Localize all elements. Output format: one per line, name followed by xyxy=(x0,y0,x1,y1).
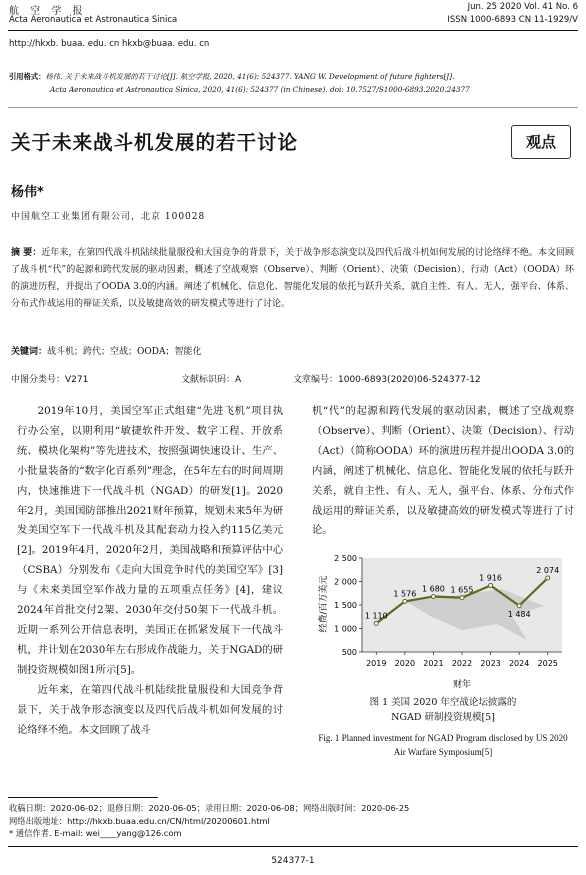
header-rule xyxy=(8,30,578,31)
caption-cn-line2: NGAD 研制投资规模[5] xyxy=(391,712,495,723)
caption-cn-line1: 图 1 美国 2020 年空战论坛披露的 xyxy=(369,697,517,708)
data-point xyxy=(517,604,521,608)
document-code: 文献标识码：A xyxy=(181,375,242,385)
article-number: 文章编号：1000-6893(2020)06-524377-12 xyxy=(293,375,481,385)
x-axis-label: 财年 xyxy=(452,680,472,690)
citation-label: 引用格式： xyxy=(9,72,46,81)
y-tick-label: 1 500 xyxy=(334,601,357,610)
data-point xyxy=(460,596,464,600)
body-left-column xyxy=(17,402,283,740)
x-tick-label: 2023 xyxy=(480,659,501,668)
keywords-text: 战斗机；跨代；空战；OODA；智能化 xyxy=(47,347,202,357)
data-label: 1 680 xyxy=(421,584,445,594)
page-title: 关于未来战斗机发展的若干讨论 xyxy=(11,131,299,154)
journal-name-en: Acta Aeronautica et Astronautica Sinica xyxy=(9,15,178,25)
figure-caption-en: Fig. 1 Planned investment for NGAD Program disclosed by US 2020 Air Warfare Symposium[5] xyxy=(318,733,568,757)
page-number: 524377-1 xyxy=(271,856,315,866)
investment-chart xyxy=(312,544,574,696)
issn-info: ISSN 1000-6893 CN 11-1929/V xyxy=(447,15,578,25)
citation-en: Acta Aeronautica et Astronautica Sinica, 2020, 41(6): 524377 (in Chinese). doi: 10.7527/S1000-6893.2020.24377 xyxy=(50,85,470,94)
author-name: 杨伟* xyxy=(11,185,44,200)
data-label: 1 484 xyxy=(507,609,531,619)
clc-number: 中图分类号：V271 xyxy=(11,375,89,385)
data-label: 1 110 xyxy=(364,611,388,621)
y-tick-label: 2 500 xyxy=(334,554,357,563)
x-tick-label: 2019 xyxy=(366,659,387,668)
citation-block xyxy=(9,70,575,96)
citation-cn: 杨伟. 关于未来战斗机发展的若干讨论[J]. 航空学报, 2020, 41(6): 524377. YANG W. Development of future fighters[J]. xyxy=(45,72,455,81)
affiliation: 中国航空工业集团有限公司，北京 100028 xyxy=(11,212,206,222)
keywords xyxy=(11,344,202,357)
y-tick-label: 2 000 xyxy=(334,577,357,587)
x-tick-label: 2021 xyxy=(423,659,444,668)
x-tick-label: 2022 xyxy=(451,659,473,668)
body-paragraph: 机“代”的起源和跨代发展的驱动因素，概述了空战观察（Observe）、判断（Orient）、决策（Decision）、行动（Act）（简称OODA）环的演进历程并提出OODA 3.0的内涵，阐述了机械化、信息化、智能化发展的依托与跃升关系，就自主性、有人、无人，强平台、体系、分布式作战运用的辩证关系，以及敏捷高效的研发模式等进行了讨论。 xyxy=(312,405,574,537)
y-tick-label: 1 000 xyxy=(334,624,357,634)
data-label: 1 655 xyxy=(450,585,474,595)
x-tick-label: 2025 xyxy=(537,659,558,668)
data-point xyxy=(403,599,407,603)
data-label: 1 916 xyxy=(479,573,503,583)
body-paragraph: 近年来，在第四代战斗机陆续批量服役和大国竞争背景下，关于战争形态演变以及四代后战斗机如何发展的讨论络绎不绝。本文回顾了战斗 xyxy=(17,683,283,736)
abstract-label: 摘 要： xyxy=(11,248,42,258)
abstract-text: 近年来，在第四代战斗机陆续批量服役和大国竞争的背景下，关于战争形态演变以及四代后战斗机如何发展的讨论络绎不绝。本文回顾了战斗机“代”的起源和跨代发展的驱动因素，概述了空战观察（Observe）、判断（Orient）、决策（Decision）、行动（Act）（OODA）环的演进历程，并提出了OODA 3.0的内涵。阐述了机械化、信息化、智能化发展的依托与跃升关系，就自主性、有人、无人，强平台、体系、分布式作战运用的辩证关系，以及敏捷高效的研发模式等进行了讨论。 xyxy=(11,248,574,309)
x-tick-label: 2024 xyxy=(508,659,530,668)
y-axis-label: 经费/百万美元 xyxy=(319,575,329,633)
data-point xyxy=(489,583,493,587)
data-label: 1 576 xyxy=(393,589,417,599)
data-point xyxy=(431,595,435,599)
body-paragraph: 2019年10月，美国空军正式组建“先进飞机”项目执行办公室，以期利用“敏捷软件开发、数字工程、开放系统、模块化架构”等先进技术，按照强调快速设计、生产、小批量装备的“数字化百系列”理念，在5年左右的时间周期内，快速推进下一代战斗机（NGAD）的研发[1]。2020年2月，美国国防部推出2021财年预算，规划未来5年为研发美国空军下一代战斗机及其配套动力投入约115亿美元[2]。2019年4月，2020年2月，美国战略和预算评估中心（CSBA）分别发布《走向大国竞争时代的美国空军》[3]与《未来美国空军作战力量的五项重点任务》[4]，建议2024年首批交付2架、2030年交付50架下一代战斗机。近期一系列公开信息表明，美国正在抓紧发展下一代战斗机，并计划在2030年左右形成作战能力，关于NGAD的研制投资规模如图1所示[5]。 xyxy=(17,405,283,676)
journal-name-cn: 航 空 学 报 xyxy=(9,6,87,17)
footer-rule xyxy=(8,846,578,847)
section-badge: 观点 xyxy=(511,125,571,159)
received-dates: 收稿日期：2020-06-02；退修日期：2020-06-05；录用日期：2020-06-08；网络出版时间：2020-06-25 xyxy=(9,803,410,813)
figure-caption-cn xyxy=(312,695,574,725)
x-tick-label: 2020 xyxy=(394,659,416,668)
citation-rule xyxy=(8,107,578,108)
data-point xyxy=(374,621,378,625)
body-right-column xyxy=(312,402,574,541)
classification-line xyxy=(11,372,571,385)
online-address[interactable]: 网络出版地址：http://hkxb.buaa.edu.cn/CN/html/20200601.html xyxy=(9,815,270,826)
issue-info: Jun. 25 2020 Vol. 41 No. 6 xyxy=(467,2,578,12)
keywords-label: 关键词： xyxy=(11,347,48,357)
corresponding-author: * 通信作者. E-mail: wei____yang@126.com xyxy=(9,828,182,838)
journal-links[interactable]: http://hkxb. buaa. edu. cn hkxb@buaa. edu. cn xyxy=(9,39,210,49)
data-point xyxy=(546,576,550,580)
data-label: 2 074 xyxy=(536,566,560,576)
footnote-rule xyxy=(8,797,158,798)
abstract xyxy=(11,245,574,313)
y-tick-label: 500 xyxy=(341,648,357,657)
footnotes xyxy=(9,802,575,840)
